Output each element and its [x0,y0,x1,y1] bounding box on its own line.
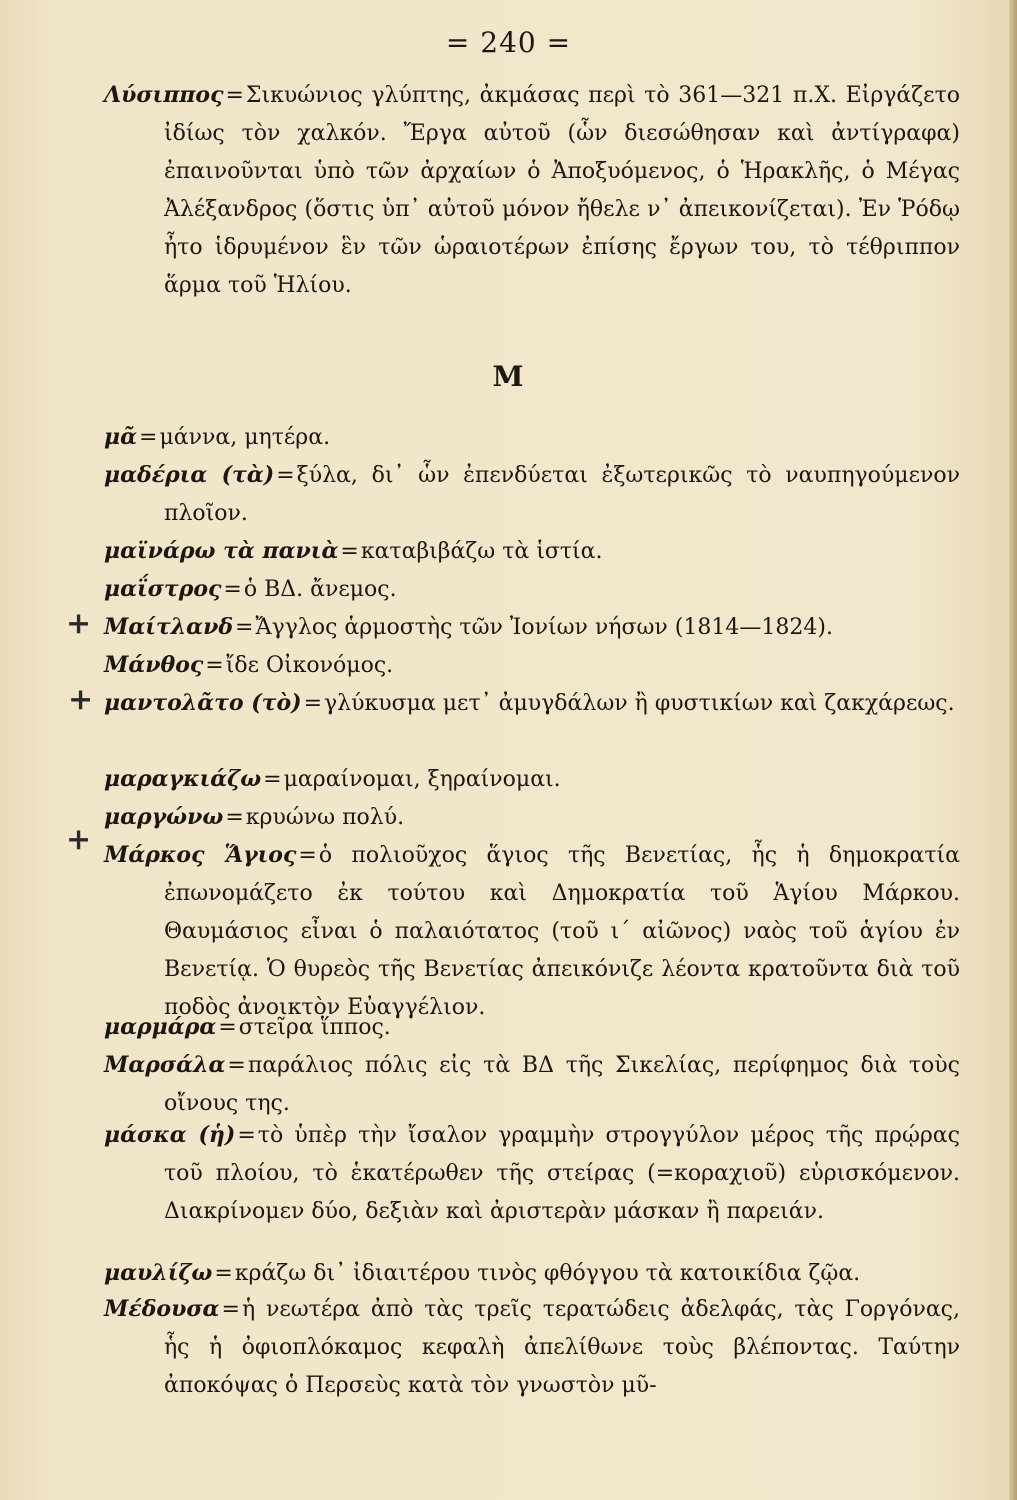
definition: τὸ ὑπὲρ τὴν ἴσαλον γραμμὴν στρογγύλον μέρος τῆς πρῴρας τοῦ πλοίου, τὸ ἑκατέρωθεν τῆς στείρας (=κοραχιοῦ) εὑρισκόμενον. Διακρίνομεν δύο, δεξιὰν καὶ ἀριστερὰν μάσκαν ἢ παρειάν. [164,1123,960,1224]
dictionary-entry [104,646,960,685]
definition: κρυώνω πολύ. [245,805,405,830]
definition: Ἄγγλος ἁρμοστὴς τῶν Ἰονίων νήσων (1814—1824). [255,615,833,640]
definition: μαραίνομαι, ξηραίνομαι. [283,767,561,792]
margin-cross-mark: + [68,682,94,717]
margin-cross-mark: + [66,822,92,857]
headword: μάσκα (ἡ) [104,1122,236,1148]
page-edge [1009,0,1017,1500]
definition: ξύλα, δι᾽ ὧν ἐπενδύεται ἐξωτερικῶς τὸ ναυπηγούμενον πλοῖον. [164,463,960,526]
dictionary-entry [104,456,960,533]
separator: = [221,1297,240,1322]
headword: μαϊνάρω τὰ πανιὰ [104,538,339,564]
dictionary-entry [104,1046,960,1123]
dictionary-entry [104,1116,960,1231]
separator: = [214,1261,233,1286]
headword: μαργώνω [104,804,224,830]
separator: = [237,1123,256,1148]
separator: = [340,539,359,564]
definition: κράζω δι᾽ ἰδιαιτέρου τινὸς φθόγγου τὰ κατοικίδια ζῷα. [234,1261,861,1286]
definition: γλύκυσμα μετ᾽ ἀμυγδάλων ἢ φυστικίων καὶ ζακχάρεως. [324,691,955,716]
dictionary-entry [104,836,960,1027]
headword: μαυλίζω [104,1260,213,1286]
definition: παράλιος πόλις εἰς τὰ ΒΔ τῆς Σικελίας, περίφημος διὰ τοὺς οἴνους της. [164,1053,960,1116]
headword: Μάρκος Ἅγιος [104,842,297,868]
dictionary-entry [104,76,960,305]
dictionary-entry [104,532,960,571]
separator: = [298,843,317,868]
margin-cross-mark: + [66,606,92,641]
definition: μάννα, μητέρα. [159,425,331,450]
definition: ἴδε Οἰκονόμος. [225,653,394,678]
headword: μαραγκιάζω [104,766,262,792]
headword: Λύσιππος [104,82,224,108]
dictionary-entry [104,798,960,837]
dictionary-entry [104,418,960,457]
headword: μαρμάρα [104,1014,217,1040]
dictionary-entry [104,760,960,799]
definition: ἡ νεωτέρα ἀπὸ τὰς τρεῖς τερατώδεις ἀδελφάς, τὰς Γοργόνας, ἧς ἡ ὀφιοπλόκαμος κεφαλὴ ἀπελίθωνε τοὺς βλέποντας. Ταύτην ἀποκόψας ὁ Περσεὺς κατὰ τὸν γνωστὸν μῦ- [164,1297,960,1398]
separator: = [225,805,244,830]
dictionary-entry [104,1254,960,1293]
separator: = [223,577,242,602]
separator: = [235,615,254,640]
separator: = [139,425,158,450]
page-number: = 240 = [445,26,572,59]
headword: μαδέρια (τὰ) [104,462,275,488]
dictionary-entry [104,1008,960,1047]
separator: = [303,691,322,716]
headword: Μέδουσα [104,1296,220,1322]
dictionary-entry [104,684,960,723]
headword: Μαρσάλα [104,1052,226,1078]
dictionary-entry [104,608,960,647]
separator: = [276,463,295,488]
definition: ὁ ΒΔ. ἄνεμος. [243,577,397,602]
separator: = [227,1053,246,1078]
headword: μαΐστρος [104,576,222,602]
headword: μᾶ [104,424,138,450]
definition: καταβιβάζω τὰ ἱστία. [360,539,603,564]
separator: = [205,653,224,678]
dictionary-entry [104,1290,960,1405]
headword: μαντολᾶτο (τὸ) [104,690,302,716]
separator: = [263,767,282,792]
definition: στεῖρα ἵππος. [238,1015,391,1040]
definition: ὁ πολιοῦχος ἅγιος τῆς Βενετίας, ἧς ἡ δημοκρατία ἐπωνομάζετο ἐκ τούτου καὶ Δημοκρατία τοῦ Ἁγίου Μάρκου. Θαυμάσιος εἶναι ὁ παλαιότατος (τοῦ ι΄ αἰῶνος) ναὸς τοῦ ἁγίου ἐν Βενετίᾳ. Ὁ θυρεὸς τῆς Βενετίας ἀπεικόνιζε λέοντα κρατοῦντα διὰ τοῦ ποδὸς ἀνοικτὸν Εὐαγγέλιον. [164,843,960,1020]
separator: = [225,83,244,108]
headword: Μαίτλανδ [104,614,234,640]
definition: Σικυώνιος γλύπτης, ἀκμάσας περὶ τὸ 361—321 π.Χ. Εἰργάζετο ἰδίως τὸν χαλκόν. Ἔργα αὐτοῦ (ὧν διεσώθησαν καὶ ἀντίγραφα) ἐπαινοῦνται ὑπὸ τῶν ἀρχαίων ὁ Ἀποξυόμενος, ὁ Ἡρακλῆς, ὁ Μέγας Ἀλέξανδρος (ὅστις ὑπ᾽ αὐτοῦ μόνον ἤθελε ν᾽ ἀπεικονίζεται). Ἐν Ῥόδῳ ἦτο ἱδρυμένον ἓν τῶν ὡραιοτέρων ἐπίσης ἔργων του, τὸ τέθριππον ἅρμα τοῦ Ἡλίου. [164,83,960,298]
headword: Μάνθος [104,652,204,678]
section-letter: Μ [492,360,525,393]
dictionary-entry [104,570,960,609]
separator: = [218,1015,237,1040]
